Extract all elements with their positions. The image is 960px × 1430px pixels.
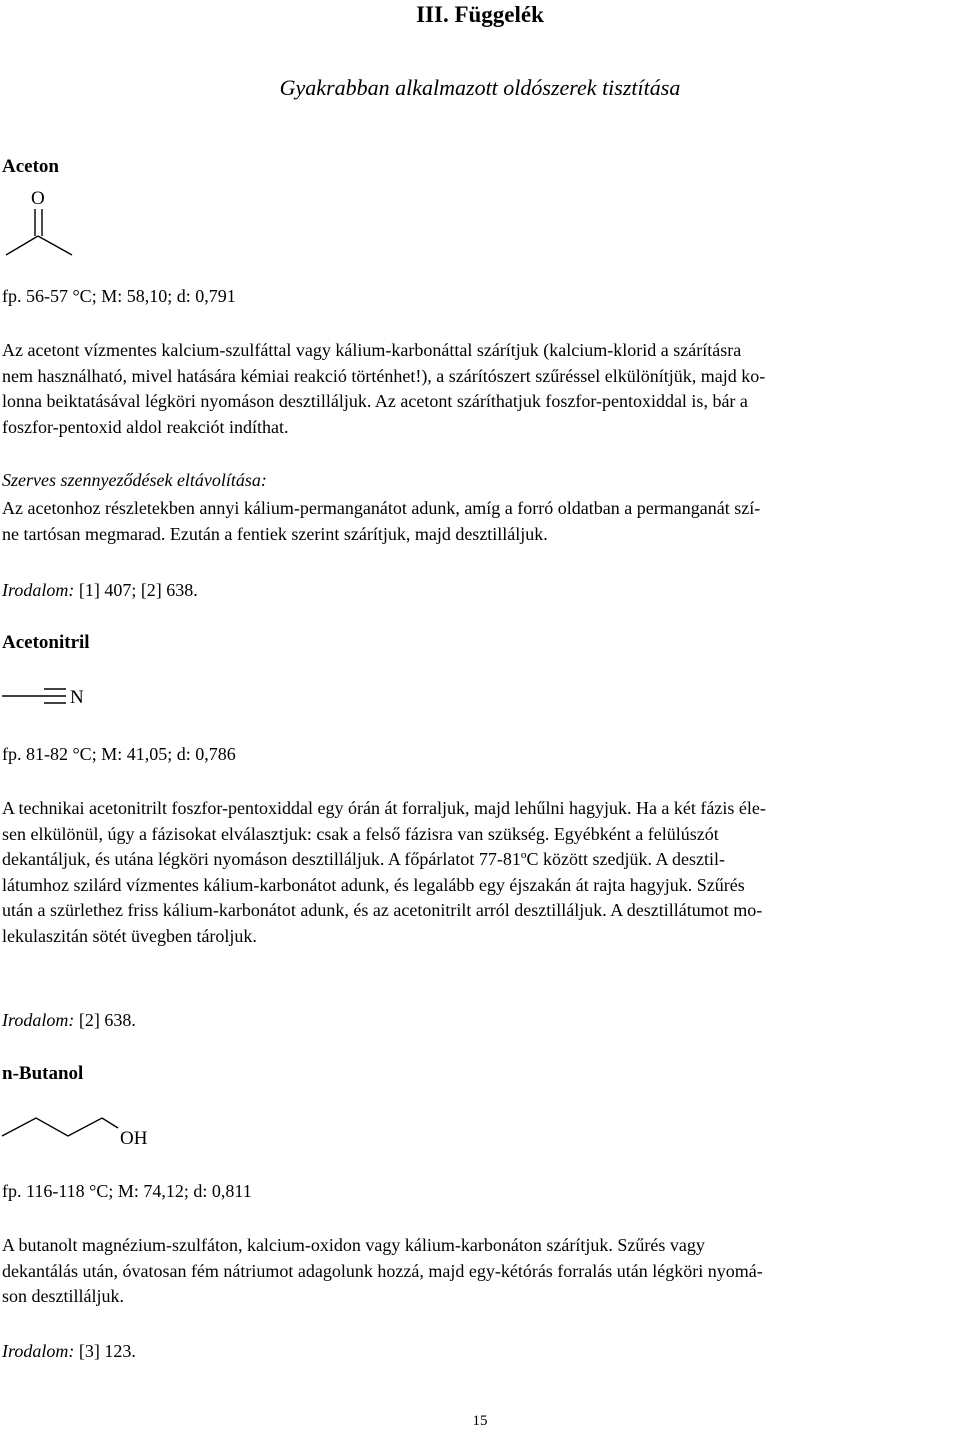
atom-oxygen-label: O (31, 188, 45, 209)
text-line: son desztilláljuk. (2, 1286, 124, 1306)
acetonitril-paragraph (2, 796, 958, 949)
text-line: után a szürlethez friss kálium-karbonátot adunk, és az acetonitrilt arról desztilláljuk. A desztillátumot mo- (2, 900, 763, 920)
text-line: lonna beiktatásával légköri nyomáson desztilláljuk. Az acetont száríthatjuk foszfor-pentoxiddal is, bár a (2, 391, 748, 411)
text-line: Az acetont vízmentes kalcium-szulfáttal vagy kálium-karbonáttal szárítjuk (kalcium-klorid a szárításra (2, 340, 742, 360)
text-line: látumhoz szilárd vízmentes kálium-karbonátot adunk, és legalább egy éjszakán át rajta hagyjuk. Szűrés (2, 874, 745, 895)
aceton-paragraph-drying (2, 338, 958, 440)
text-line: Az acetonhoz részletekben annyi kálium-permanganátot adunk, amíg a forró oldatban a permanganát szí- (2, 498, 761, 518)
reference-label: Irodalom: (2, 1010, 75, 1030)
text-line: nem használható, mivel hatására kémiai reakció történhet!), a szárítószert szűréssel elkülönítjük, majd ko- (2, 365, 766, 386)
butanol-paragraph (2, 1233, 958, 1310)
page-subtitle: Gyakrabban alkalmazott oldószerek tisztítása (279, 75, 681, 100)
text-line: dekantáljuk, és utána légköri nyomáson desztilláljuk. A főpárlatot 77-81ºC között szedjük. A desztil- (2, 849, 725, 869)
page-number: 15 (472, 1413, 488, 1429)
reference-value: [2] 638. (74, 1010, 136, 1030)
acetonitrile-structure (0, 680, 110, 712)
hydroxyl-group-label: OH (120, 1128, 148, 1149)
aceton-subheading: Szerves szennyeződések eltávolítása: (2, 470, 267, 490)
text-line: ne tartósan megmarad. Ezután a fentiek szerint szárítjuk, majd desztilláljuk. (2, 523, 548, 544)
section-title-aceton: Aceton (2, 156, 59, 177)
text-line: lekulaszitán sötét üvegben tároljuk. (2, 925, 257, 946)
atom-nitrogen-label: N (70, 687, 84, 708)
reference-value: [3] 123. (74, 1341, 136, 1361)
text-line: dekantálás után, óvatosan fém nátriumot adagolunk hozzá, majd egy-kétórás forralás után légköri nyomá- (2, 1260, 763, 1281)
text-line: foszfor-pentoxid aldol reakciót indíthat. (2, 416, 289, 437)
reference-label: Irodalom: (2, 1341, 75, 1361)
butanol-properties: fp. 116-118 °C; M: 74,12; d: 0,811 (2, 1181, 252, 1201)
text-line: sen elkülönül, úgy a fázisokat elválasztjuk: csak a felső fázisra van szükség. Egyébként a felülúszót (2, 823, 719, 844)
page-heading: III. Függelék (416, 2, 544, 27)
section-title-acetonitril: Acetonitril (2, 632, 90, 653)
reference-label: Irodalom: (2, 580, 75, 600)
text-line: A butanolt magnézium-szulfáton, kalcium-oxidon vagy kálium-karbonáton szárítjuk. Szűrés vagy (2, 1235, 705, 1255)
aceton-reference (2, 580, 198, 601)
section-title-butanol: n-Butanol (2, 1063, 84, 1084)
text-line: A technikai acetonitrilt foszfor-pentoxiddal egy órán át forraljuk, majd lehűlni hagyjuk. Ha a két fázis éle- (2, 798, 766, 818)
acetonitril-reference (2, 1010, 136, 1031)
butanol-reference (2, 1341, 136, 1362)
aceton-paragraph-organic (2, 496, 958, 547)
acetone-structure (0, 182, 90, 262)
reference-value: [1] 407; [2] 638. (74, 580, 198, 600)
butanol-structure (0, 1108, 170, 1153)
acetonitril-properties: fp. 81-82 °C; M: 41,05; d: 0,786 (2, 744, 236, 764)
aceton-properties: fp. 56-57 °C; M: 58,10; d: 0,791 (2, 286, 236, 306)
